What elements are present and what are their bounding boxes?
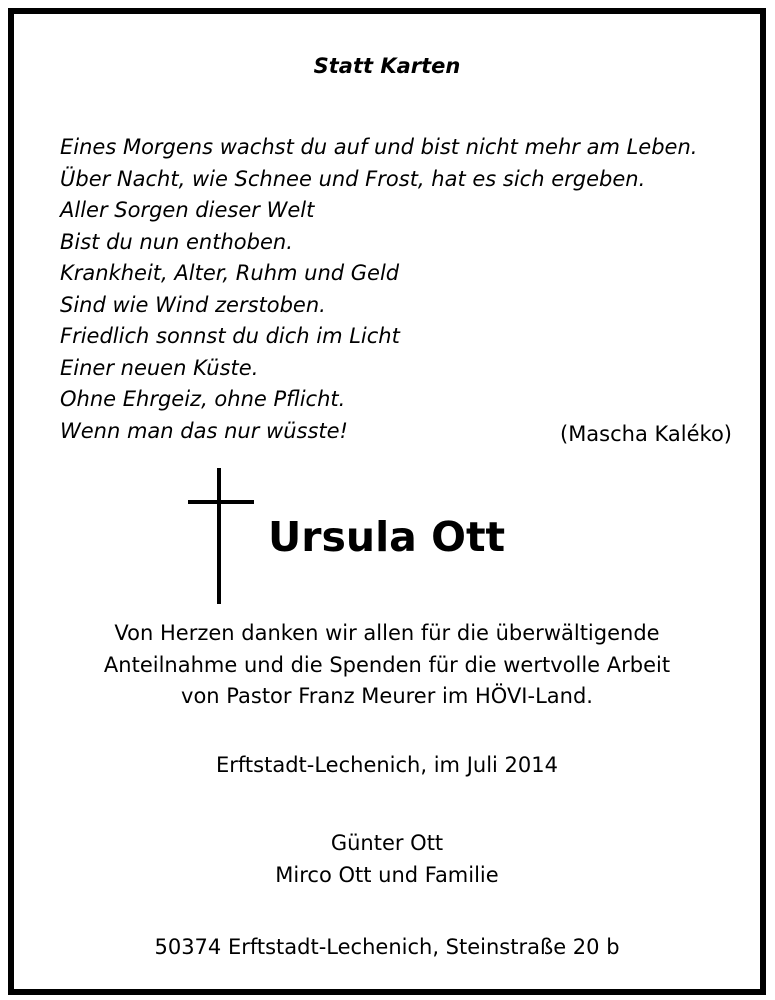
poem-line: Sind wie Wind zerstoben. <box>60 292 326 317</box>
poem-line: Krankheit, Alter, Ruhm und Geld <box>60 261 400 285</box>
signer-name: Günter Ott <box>330 831 444 855</box>
signer-name: Mirco Ott und Familie <box>275 862 499 887</box>
address: 50374 Erftstadt-Lechenich, Steinstraße 20 b <box>154 935 620 959</box>
poem-line: Bist du nun enthoben. <box>60 229 293 254</box>
signers <box>14 828 760 891</box>
poem-line: Eines Morgens wachst du auf und bist nicht mehr am Leben. <box>60 135 698 159</box>
deceased-name: Ursula Ott <box>268 513 506 561</box>
obituary-notice <box>8 8 766 995</box>
thanks-text <box>14 618 760 713</box>
poem-line: Einer neuen Küste. <box>60 355 259 380</box>
poem-line: Wenn man das nur wüsste! <box>60 418 348 443</box>
thanks-line: von Pastor Franz Meurer im HÖVI-Land. <box>181 684 593 708</box>
poem-line: Aller Sorgen dieser Welt <box>60 198 315 222</box>
thanks-line: Anteilnahme und die Spenden für die wertvolle Arbeit <box>103 652 671 677</box>
notice-heading: Statt Karten <box>313 54 461 78</box>
poem <box>60 132 697 447</box>
poem-line: Über Nacht, wie Schnee und Frost, hat es sich ergeben. <box>60 166 646 191</box>
thanks-line: Von Herzen danken wir allen für die überwältigende <box>114 621 660 645</box>
place-date: Erftstadt-Lechenich, im Juli 2014 <box>216 753 558 777</box>
cross-icon <box>188 468 254 604</box>
poem-line: Ohne Ehrgeiz, ohne Pflicht. <box>60 387 346 411</box>
poem-line: Friedlich sonnst du dich im Licht <box>60 324 400 348</box>
poem-author: (Mascha Kaléko) <box>560 422 732 446</box>
